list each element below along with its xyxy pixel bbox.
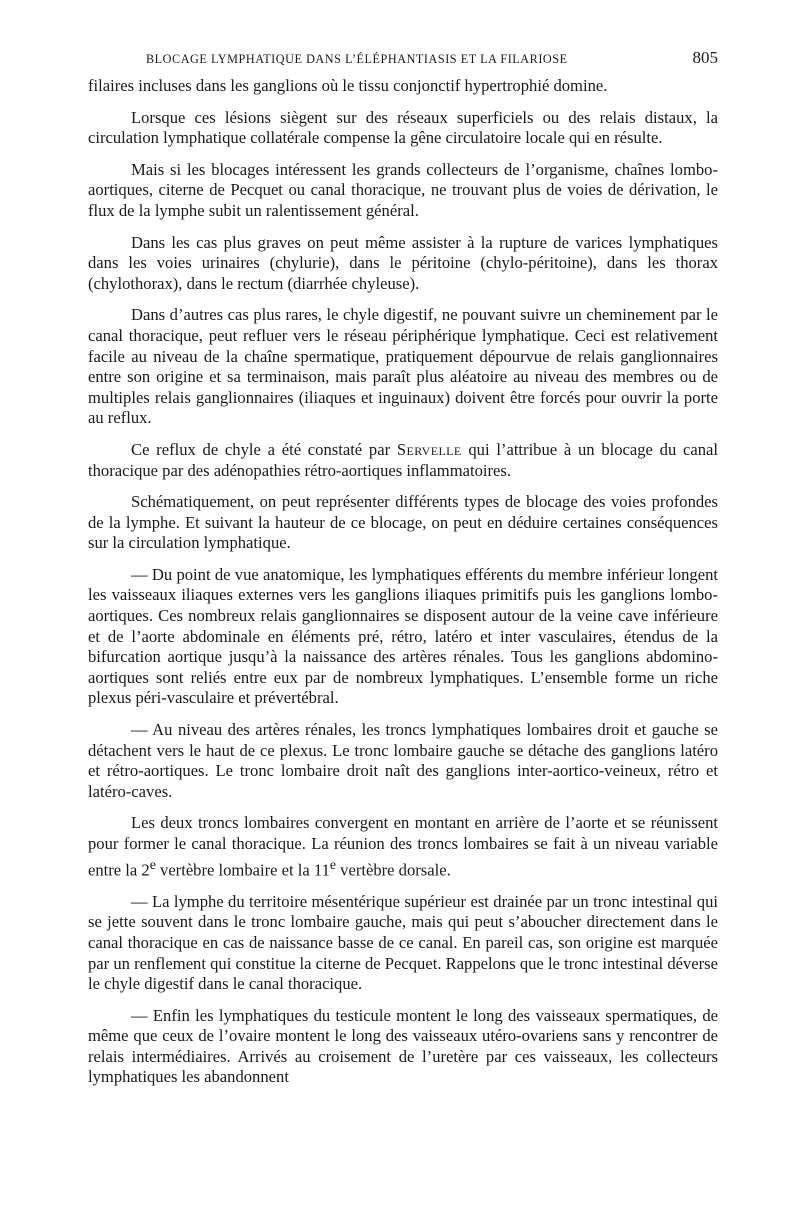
author-name-servelle: Servelle [396,439,462,459]
body-text [88,76,718,1088]
paragraph-5: Dans d’autres cas plus rares, le chyle digestif, ne pouvant suivre un cheminement par le canal thoracique, peut refluer vers le réseau périphérique lymphatique. Ceci est relativement facile au niveau de la chaîne spermatique, pratiquement dépourvue de relais ganglionnaires entre son origine et sa terminaison, mais paraît plus aléatoire au niveau des membres ou de multiples relais ganglionnaires (iliaques et inguinaux) doivent être forcés pour ouvrir la porte au reflux. [88,305,718,428]
paragraph-7: Schématiquement, on peut représenter différents types de blocage des voies profondes de la lymphe. Et suivant la hauteur de ce blocage, on peut en déduire certaines conséquences sur la circulation lymphatique. [88,492,718,553]
running-header [88,44,718,76]
superscript-e-2: e [329,856,337,872]
paragraph-10-before: Les deux troncs lombaires convergent en montant en arrière de l’aorte et se réunissent pour former le canal thoracique. La réunion des troncs lombaires se fait à un niveau variable entre la 2 [88,813,718,880]
paragraph-6 [88,440,718,481]
paragraph-6-before: Ce reflux de chyle a été constaté par [131,439,397,459]
book-page [88,44,718,1099]
paragraph-2: Lorsque ces lésions siègent sur des réseaux superficiels ou des relais distaux, la circulation lymphatique collatérale compense la gêne circulatoire locale qui en résulte. [88,107,718,148]
paragraph-1: filaires incluses dans les ganglions où le tissu conjonctif hypertrophié domine. [88,76,608,95]
superscript-e-1: e [149,856,156,872]
running-title: BLOCAGE LYMPHATIQUE DANS L’ÉLÉPHANTIASIS ET LA FILARIOSE [146,52,568,66]
paragraph-4: Dans les cas plus graves on peut même assister à la rupture de varices lymphatiques dans les voies urinaires (chylurie), dans le péritoine (chylo-péritoine), dans les thorax (chylothorax), dans le rectum (diarrhée chyleuse). [88,232,718,293]
paragraph-3: Mais si les blocages intéressent les grands collecteurs de l’organisme, chaînes lombo-aortiques, citerne de Pecquet ou canal thoracique, ne trouvant plus de voies de dérivation, le flux de la lymphe subit un ralentissement général. [88,159,718,220]
paragraph-10 [88,813,718,880]
paragraph-8: — Du point de vue anatomique, les lymphatiques efférents du membre inférieur longent les vaisseaux iliaques externes vers les ganglions iliaques primitifs puis les ganglions lombo-aortiques. Ces nombreux relais ganglionnaires se disposent autour de la veine cave inférieure et de l’aorte abdominale en éléments pré, rétro, latéro et inter vasculaires, étendus de la bifurcation aortique jusqu’à la naissance des artères rénales. Tous les ganglions abdomino-aortiques sont reliés entre eux par de nombreux lymphatiques. L’ensemble forme un riche plexus péri-vasculaire et prévertébral. [88,564,718,708]
paragraph-10-middle: vertèbre lombaire et la 11 [155,860,330,880]
paragraph-10-after: vertèbre dorsale. [336,860,451,880]
paragraph-11: — La lymphe du territoire mésentérique supérieur est drainée par un tronc intestinal qui se jette souvent dans le tronc lombaire gauche, mais qui peut s’aboucher directement dans le canal thoracique en cas de naissance basse de ce canal. En pareil cas, son origine est marquée par un renflement qui constitue la citerne de Pecquet. Rappelons que le tronc intestinal déverse le chyle digestif dans le canal thoracique. [88,891,718,994]
paragraph-6-after: qui l’attribue à un blocage du canal thoracique par des adénopathies rétro-aortiques inflammatoires. [88,439,718,480]
page-number: 805 [692,48,718,67]
paragraph-12: — Enfin les lymphatiques du testicule montent le long des vaisseaux spermatiques, de même que ceux de l’ovaire montent le long des vaisseaux utéro-ovariens sans y rencontrer de relais intermédiaires. Arrivés au croisement de l’uretère par ces vaisseaux, les collecteurs lymphatiques les abandonnent [88,1005,718,1087]
paragraph-9: — Au niveau des artères rénales, les troncs lymphatiques lombaires droit et gauche se détachent vers le haut de ce plexus. Le tronc lombaire gauche se détache des ganglions latéro et rétro-aortiques. Le tronc lombaire droit naît des ganglions inter-aortico-veineux, rétro et latéro-caves. [88,720,718,801]
